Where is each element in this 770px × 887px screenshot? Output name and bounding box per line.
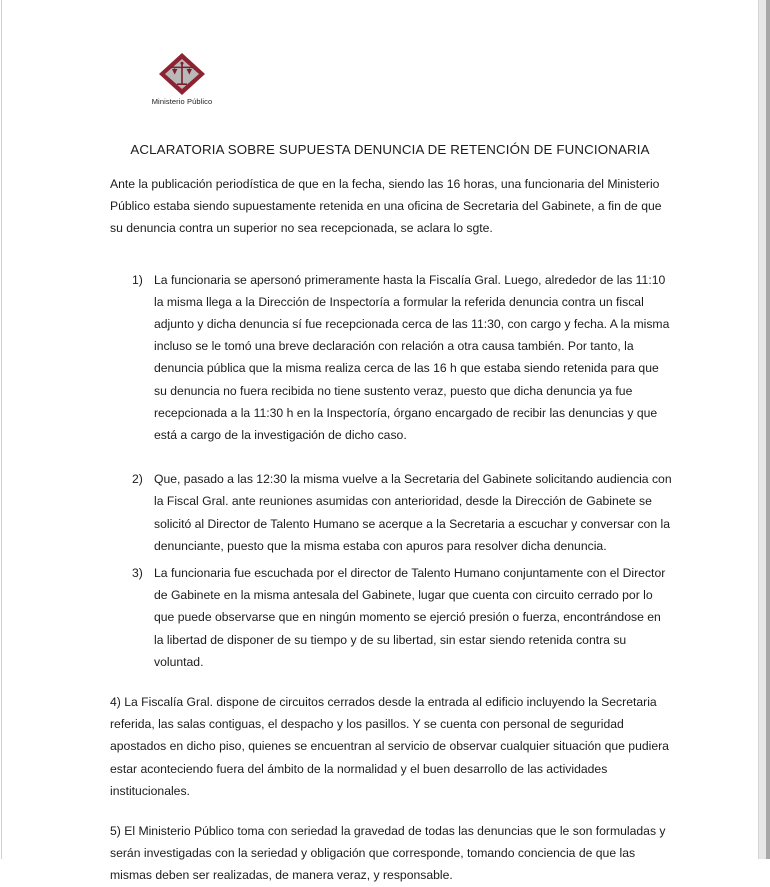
list-item [2,269,758,447]
logo-caption: Ministerio Público [151,97,213,106]
page-title: ACLARATORIA SOBRE SUPUESTA DENUNCIA DE RETENCIÓN DE FUNCIONARIA [130,142,650,157]
list-item-text: La funcionaria se apersonó primeramente hasta la Fiscalía Gral. Luego, alrededor de las 11:10 la misma llega a la Dirección de Inspectoría a formular la referida denuncia contra un fiscal adjunto y dicha denuncia sí fue recepcionada cerca de las 11:30, con cargo y fecha. A la misma incluso se le tomó una breve declaración con relación a otra causa también. Por tanto, la denuncia pública que la misma realiza cerca de las 16 h que estaba siendo retenida para que su denuncia no fuera recibida no tiene sustento veraz, puesto que dicha denuncia ya fue recepcionada a la 11:30 h en la Inspectoría, órgano encargado de recibir las denuncias y que está a cargo de la investigación de dicho caso. [154,272,670,443]
spacer [2,446,758,468]
numbered-list [2,269,758,673]
list-item-text: La funcionaria fue escuchada por el director de Talento Humano conjuntamente con el Director de Gabinete en la misma antesala del Gabinete, lugar que cuenta con circuito cerrado por lo que puede observarse que en ningún momento se ejerció presión o fuerza, encontrándose en la libertad de disponer de su tiempo y de su libertad, sin estar siendo retenida contra su voluntad. [154,566,666,669]
spacer [2,240,758,269]
page-right-gutter [759,0,766,859]
document-page [2,0,758,883]
list-item-marker: 1) [132,272,143,287]
closing-paragraph-four: 4) La Fiscalía Gral. dispone de circuitos cerrados desde la entrada al edificio incluyendo la Secretaria referida, las salas contiguas, el despacho y los pasillos. Y se cuenta con personal de seguridad apostados en dicho piso, quienes se encuentran al servicio de observar cualquier situación que pudiera estar aconteciendo fuera del ámbito de la normalidad y el buen desarrollo de las actividades institucionales. [110,695,669,798]
spacer [2,673,758,691]
closing-paragraph-five: 5) El Ministerio Público toma con seriedad la gravedad de todas las denuncias que le son formuladas y serán investigadas con la seriedad y obligación que corresponde, tomando conciencia de que las mismas deben ser realizadas, de manera veraz, y responsable. [110,824,666,883]
list-item-marker: 3) [132,566,143,581]
viewer-right-border [766,0,770,859]
list-item-marker: 2) [132,472,143,487]
intro-paragraph: Ante la publicación periodística de que en la fecha, siendo las 16 horas, una funcionaria del Ministerio Público estaba siendo supuestamente retenida en una oficina de Secretaria del Gabinete, a fin de que su denuncia contra un superior no sea recepcionada, se aclara lo sgte. [110,177,662,236]
list-item [2,562,758,673]
spacer [2,802,758,820]
masthead [132,52,232,106]
document-body [2,173,758,887]
ministerio-publico-scales-logo-icon [158,52,206,96]
list-item-text: Que, pasado a las 12:30 la misma vuelve a la Secretaria del Gabinete solicitando audiencia con la Fiscal Gral. ante reuniones asumidas con anterioridad, desde la Dirección de Gabinete se solicitó al Director de Talento Humano se acerque a la Secretaria a escuchar y conversar con la denunciante, puesto que la misma estaba con apuros para resolver dicha denuncia. [154,472,672,553]
list-item [2,468,758,557]
